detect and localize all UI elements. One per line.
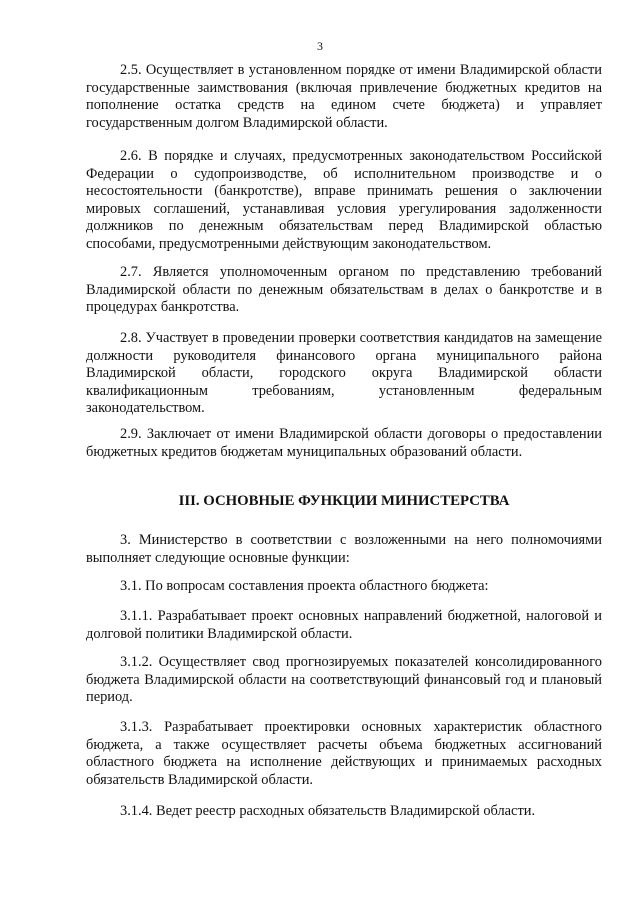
paragraph-3-1-2: 3.1.2. Осуществляет свод прогнозируемых показателей консолидированного бюджета Владимирской области на соответствующий финансовый год и плановый период.	[86, 654, 602, 705]
paragraph-3-1-1: 3.1.1. Разрабатывает проект основных направлений бюджетной, налоговой и долговой политики Владимирской области.	[86, 608, 602, 642]
section-heading: III. ОСНОВНЫЕ ФУНКЦИИ МИНИСТЕРСТВА	[178, 493, 510, 509]
paragraph-3-1: 3.1. По вопросам составления проекта областного бюджета:	[120, 578, 489, 594]
paragraph-2-8: 2.8. Участвует в проведении проверки соответствия кандидатов на замещение должности руководителя финансового органа муниципального района Владимирской области, городского округа Владимирской области квалификационным требованиям, установленным федеральным законодательством.	[86, 330, 602, 416]
paragraph-3: 3. Министерство в соответствии с возложенными на него полномочиями выполняет следующие основные функции:	[86, 532, 602, 566]
paragraph-2-5: 2.5. Осуществляет в установленном порядке от имени Владимирской области государственные заимствования (включая привлечение бюджетных кредитов на пополнение остатка средств на едином счете бюджета) и управляет государственным долгом Владимирской области.	[86, 62, 602, 131]
paragraph-2-6: 2.6. В порядке и случаях, предусмотренных законодательством Российской Федерации о судопроизводстве, об исполнительном производстве и о несостоятельности (банкротстве), вправе принимать решения о заключении мировых соглашений, устанавливая условия урегулирования задолженности должников по денежным обязательствам перед Владимирской областью способами, предусмотренными действующим законодательством.	[86, 148, 602, 252]
page-number: 3	[317, 39, 323, 53]
paragraph-3-1-4: 3.1.4. Ведет реестр расходных обязательств Владимирской области.	[120, 803, 536, 819]
paragraph-2-9: 2.9. Заключает от имени Владимирской области договоры о предоставлении бюджетных кредитов бюджетам муниципальных образований области.	[86, 426, 602, 460]
paragraph-3-1-3: 3.1.3. Разрабатывает проектировки основных характеристик областного бюджета, а также осуществляет расчеты объема бюджетных ассигнований областного бюджета на исполнение действующих и принимаемых расходных обязательств Владимирской области.	[86, 719, 602, 788]
paragraph-2-7: 2.7. Является уполномоченным органом по представлению требований Владимирской области по денежным обязательствам в делах о банкротстве и в процедурах банкротства.	[86, 264, 602, 315]
